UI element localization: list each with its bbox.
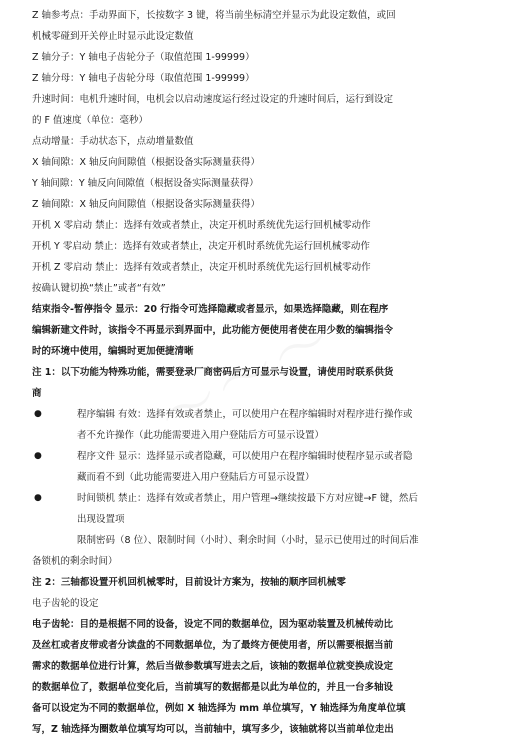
bullet-item: ● 程序编辑 有效：选择有效或者禁止，可以使用户在程序编辑时对程序进行操作或 [32, 404, 494, 425]
text-line: 点动增量：手动状态下，点动增量数值 [32, 136, 194, 147]
bold-text-line: 的数据单位了，数据单位变化后，当前填写的数据都是以此为单位的，并且一台多轴设 [32, 682, 394, 693]
text-line: 藏而看不到（此功能需要进入用户登陆后方可显示设置） [77, 472, 315, 483]
bold-text-line: 时的环境中使用，编辑时更加便捷清晰 [32, 346, 194, 357]
text-line: X 轴间隙：X 轴反向间隙值（根据设备实际测量获得） [32, 157, 261, 168]
text-line: 备锁机的剩余时间） [32, 556, 118, 567]
text-line: 开机 Z 零启动 禁止：选择有效或者禁止，决定开机时系统优先运行回机械零动作 [32, 262, 371, 273]
bold-text-line: 结束指令-暂停指令 显示：20 行指令可选择隐藏或者显示，如果选择隐藏，则在程序 [32, 304, 389, 315]
text-line: Z 轴参考点：手动界面下，长按数字 3 键，将当前坐标清空并显示为此设定数值，或回 [32, 10, 396, 21]
bullet-item: ● 时间锁机 禁止：选择有效或者禁止，用户管理→继续按最下方对应键→F 键，然后 [32, 488, 494, 509]
bullet-icon: ● [34, 409, 42, 419]
bullet-icon: ● [34, 451, 42, 461]
note-2-line: 注 2：三轴都设置开机回机械零时，目前设计方案为，按轴的顺序回机械零 [32, 577, 346, 588]
bold-text-line: 及丝杠或者皮带或者分读盘的不同数据单位，为了最终方便使用者，所以需要根据当前 [32, 640, 394, 651]
section-heading: 电子齿轮的设定 [32, 598, 99, 609]
note-1-line: 注 1：以下功能为特殊功能，需要登录厂商密码后方可显示与设置，请使用时联系供货 [32, 367, 394, 378]
text-line: 机械零碰到开关停止时显示此设定数值 [32, 31, 194, 42]
document-body [32, 5, 494, 740]
text-line: Z 轴间隙：X 轴反向间隙值（根据设备实际测量获得） [32, 199, 261, 210]
text-line: Z 轴分母：Y 轴电子齿轮分母（取值范围 1-99999） [32, 73, 255, 84]
bold-text-line: 需求的数据单位进行计算，然后当做参数填写进去之后，该轴的数据单位就变换成设定 [32, 661, 394, 672]
note-1-line: 商 [32, 388, 42, 399]
text-line: Z 轴分子：Y 轴电子齿轮分子（取值范围 1-99999） [32, 52, 255, 63]
bold-text-line: 编辑新建文件时，该指令不再显示到界面中，此功能方便使用者使在用少数的编辑指令 [32, 325, 394, 336]
text-line: 者不允许操作（此功能需要进入用户登陆后方可显示设置） [77, 430, 325, 441]
text-line: 限制密码（8 位）、限制时间（小时）、剩余时间（小时，显示已使用过的时间后准 [77, 535, 419, 546]
text-line: 的 F 值速度（单位：毫秒） [32, 115, 149, 126]
bold-text-line: 电子齿轮：目的是根据不同的设备，设定不同的数据单位，因为驱动装置及机械传动比 [32, 619, 394, 630]
text-line: 按确认键切换“禁止”或者“有效” [32, 283, 166, 294]
bullet-item: ● 程序文件 显示：选择显示或者隐藏，可以使用户在程序编辑时使程序显示或者隐 [32, 446, 494, 467]
text-line: 开机 Y 零启动 禁止：选择有效或者禁止，决定开机时系统优先运行回机械零动作 [32, 241, 370, 252]
bullet-icon: ● [34, 493, 42, 503]
text-line: 开机 X 零启动 禁止：选择有效或者禁止，决定开机时系统优先运行回机械零动作 [32, 220, 371, 231]
bold-text-line: 写，Z 轴选择为圈数单位填写均可以，当前轴中，填写多少，该轴就将以当前单位走出 [32, 724, 394, 735]
bold-text-line: 备可以设定为不同的数据单位，例如 X 轴选择为 mm 单位填写，Y 轴选择为角度单位填 [32, 703, 406, 714]
text-line: 升速时间：电机升速时间，电机会以启动速度运行经过设定的升速时间后，运行到设定 [32, 94, 394, 105]
text-line: Y 轴间隙：Y 轴反向间隙值（根据设备实际测量获得） [32, 178, 259, 189]
text-line: 出现设置项 [77, 514, 125, 525]
